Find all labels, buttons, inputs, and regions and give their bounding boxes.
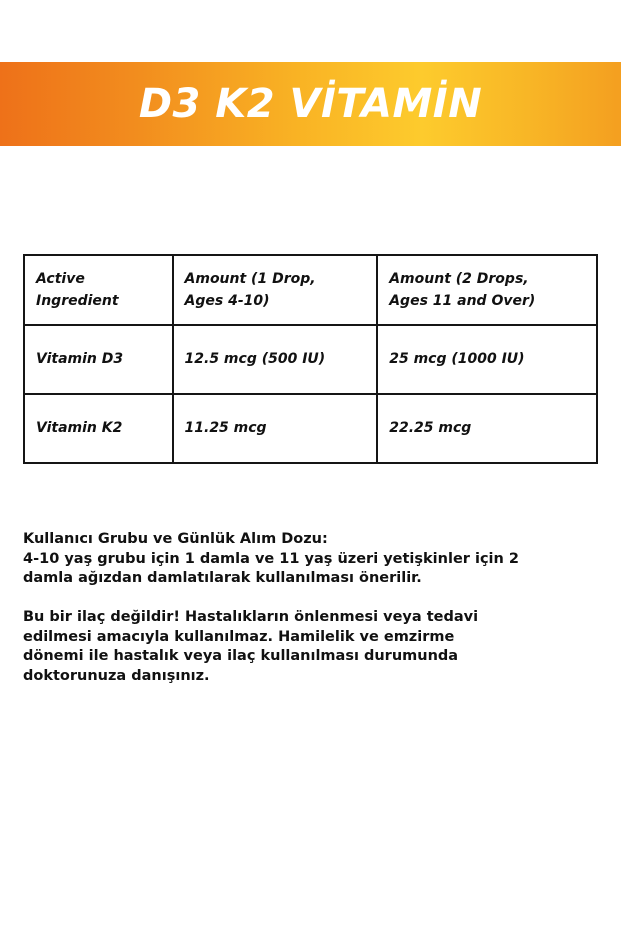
dosage-table bbox=[23, 254, 598, 464]
warning-text-line: dönemi ile hastalık veya ilaç kullanılması durumunda bbox=[23, 648, 459, 664]
table-cell-amount-1-drop: 12.5 mcg (500 IU) bbox=[173, 325, 378, 394]
table-row bbox=[24, 394, 597, 463]
warning-text-line: edilmesi amacıyla kullanılmaz. Hamilelik ve emzirme bbox=[23, 628, 455, 645]
warning-text-line: Bu bir ilaç değildir! Hastalıkların önlenmesi veya tedavi bbox=[23, 609, 479, 625]
warning-text-line: doktorunuza danışınız. bbox=[23, 667, 210, 684]
table-header-row bbox=[24, 255, 597, 325]
usage-text-line: damla ağızdan damlatılarak kullanılması önerilir. bbox=[23, 570, 422, 586]
usage-heading: Kullanıcı Grubu ve Günlük Alım Dozu: bbox=[23, 531, 328, 547]
table-row bbox=[24, 325, 597, 394]
warning-paragraph bbox=[23, 608, 603, 686]
table-cell-ingredient: Vitamin D3 bbox=[24, 325, 173, 394]
table-cell-ingredient: Vitamin K2 bbox=[24, 394, 173, 463]
header-amount-1-drop: Amount (1 Drop, Ages 4-10) bbox=[173, 255, 378, 325]
title-banner bbox=[0, 62, 621, 146]
usage-paragraph bbox=[23, 530, 603, 589]
usage-text-line: 4-10 yaş grubu için 1 damla ve 11 yaş üzeri yetişkinler için 2 bbox=[23, 550, 519, 567]
table-cell-amount-2-drops: 25 mcg (1000 IU) bbox=[377, 325, 597, 394]
table-cell-amount-2-drops: 22.25 mcg bbox=[377, 394, 597, 463]
table-cell-amount-1-drop: 11.25 mcg bbox=[173, 394, 378, 463]
header-active-ingredient: Active Ingredient bbox=[24, 255, 173, 325]
header-amount-2-drops: Amount (2 Drops, Ages 11 and Over) bbox=[377, 255, 597, 325]
banner-title: D3 K2 VİTAMİN bbox=[138, 81, 483, 127]
